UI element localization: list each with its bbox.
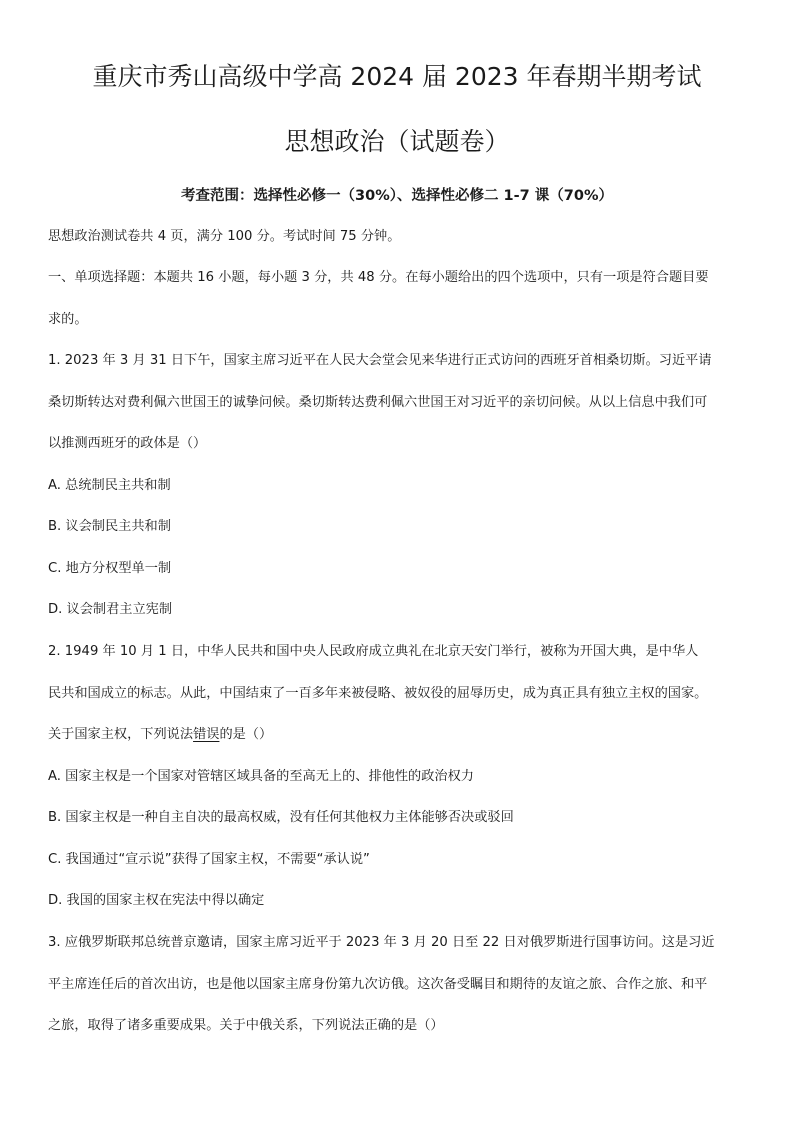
- question-2-stem-line-2: 民共和国成立的标志。从此，中国结束了一百多年来被侵略、被奴役的屈辱历史，成为真正具有独立主权的国家。: [48, 686, 708, 701]
- question-2-option-c: C. 我国通过“宣示说”获得了国家主权，不需要“承认说”: [48, 852, 370, 867]
- exam-subtitle: 思想政治（试题卷）: [284, 127, 510, 156]
- question-1-option-c: C. 地方分权型单一制: [48, 561, 172, 576]
- question-1-stem-line-1: 1. 2023 年 3 月 31 日下午，国家主席习近平在人民大会堂会见来华进行正式访问的西班牙首相桑切斯。习近平请: [48, 353, 712, 368]
- question-2-stem-line-1: 2. 1949 年 10 月 1 日，中华人民共和国中央人民政府成立典礼在北京天安门举行，被称为开国大典，是中华人: [48, 644, 699, 659]
- question-3-stem-line-2: 平主席连任后的首次出访，也是他以国家主席身份第九次访俄。这次备受瞩目和期待的友谊之旅、合作之旅、和平: [48, 977, 708, 992]
- question-3-stem-line-1: 3. 应俄罗斯联邦总统普京邀请，国家主席习近平于 2023 年 3 月 20 日至 22 日对俄罗斯进行国事访问。这是习近: [48, 935, 715, 950]
- question-1-option-b: B. 议会制民主共和制: [48, 519, 171, 534]
- question-2-option-a: A. 国家主权是一个国家对管辖区域具备的至高无上的、排他性的政治权力: [48, 769, 474, 784]
- question-2-stem-after: 的是（）: [219, 727, 273, 742]
- exam-scope: 考查范围：选择性必修一（30%）、选择性必修二 1-7 课（70%）: [181, 188, 613, 204]
- question-1-option-a: A. 总统制民主共和制: [48, 478, 171, 493]
- section-heading-line-1: 一、单项选择题：本题共 16 小题，每小题 3 分，共 48 分。在每小题给出的四个选项中，只有一项是符合题目要: [48, 270, 709, 285]
- exam-title: 重庆市秀山高级中学高 2024 届 2023 年春期半期考试: [92, 62, 702, 91]
- question-2-option-b: B. 国家主权是一种自主自决的最高权威，没有任何其他权力主体能够否决或驳回: [48, 810, 514, 825]
- question-1-stem-line-2: 桑切斯转达对费利佩六世国王的诚挚问候。桑切斯转达费利佩六世国王对习近平的亲切问候。从以上信息中我们可: [48, 395, 708, 410]
- question-1-stem-line-3: 以推测西班牙的政体是（）: [48, 436, 207, 451]
- question-2-emphasis-wrong: 错误: [193, 727, 220, 742]
- question-3-stem-line-3: 之旅，取得了诸多重要成果。关于中俄关系，下列说法正确的是（）: [48, 1018, 444, 1033]
- question-2-stem-line-3: [48, 725, 758, 745]
- question-1-option-d: D. 议会制君主立宪制: [48, 602, 173, 617]
- exam-intro: 思想政治测试卷共 4 页，满分 100 分。考试时间 75 分钟。: [48, 229, 401, 244]
- question-2-option-d: D. 我国的国家主权在宪法中得以确定: [48, 893, 265, 908]
- question-2-stem-before: 关于国家主权，下列说法: [48, 727, 194, 742]
- section-heading-line-2: 求的。: [48, 312, 88, 327]
